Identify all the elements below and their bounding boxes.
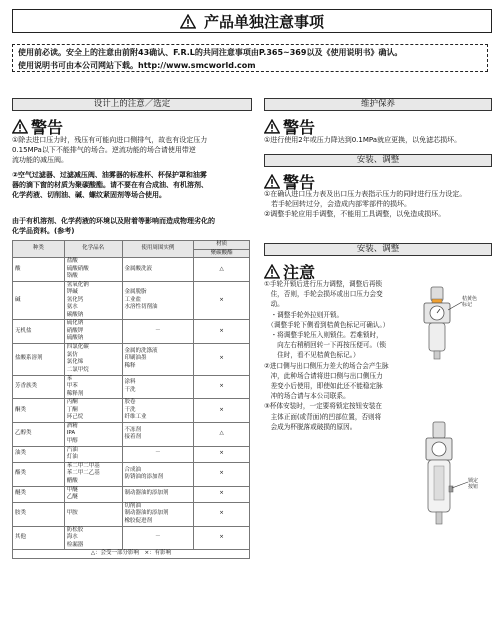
cell-use: 涂料 干洗	[122, 375, 194, 399]
cell-chemical: 苯二甲二甲基 苯二甲二乙基 醋酸	[64, 462, 122, 486]
cell-kind: 其他	[13, 526, 65, 550]
caution-line: 差变小后使用，即使如此还不能稳定脉	[264, 382, 383, 391]
regulator-illustration-2	[420, 420, 460, 530]
cell-mark: ×	[194, 399, 250, 423]
cell-chemical: 苯 甲苯 稀释剂	[64, 375, 122, 399]
cell-use: 胶卷 干洗 纤维工业	[122, 399, 194, 423]
caution-line: 冲，此种场合请将进口侧与出口侧压力	[264, 371, 383, 380]
table-row	[13, 422, 250, 446]
text-line: 由于有机溶剂、化学药液的环境以及附着等影响而造成物理劣化的	[12, 217, 215, 225]
cell-kind: 油类	[13, 446, 65, 462]
text-line: 流功能的减压阀。	[12, 156, 68, 164]
table-row	[13, 399, 250, 423]
cell-kind: 酸	[13, 258, 65, 282]
cell-chemical: 酒精 IPA 甲醇	[64, 422, 122, 446]
design-section-header: 设计上的注意／选定	[12, 98, 252, 111]
col-header-kind: 种类	[13, 241, 65, 258]
notice-line-2: 使用说明书可由本公司网站下载。http://www.smcworld.com	[18, 61, 256, 70]
cell-mark: ×	[194, 375, 250, 399]
cell-mark: △	[194, 422, 250, 446]
regulator-illustration-1	[420, 285, 454, 365]
cell-use: －	[122, 446, 194, 462]
text-line: 器的滴下窗的材质为聚碳酸酯。请不要在有合成油、有机溶剂、	[12, 181, 208, 189]
col-header-polycarbonate: 聚碳酸酯	[194, 249, 250, 258]
orange-mark-label	[462, 296, 477, 308]
caution-line: 冲的场合请与本公司联系。	[264, 392, 350, 401]
table-row	[13, 320, 250, 344]
cell-mark: ×	[194, 281, 250, 320]
warning-icon	[264, 119, 280, 134]
cell-chemical: 甲醚 乙醚	[64, 486, 122, 502]
cell-chemical: 丙酮 丁酮 环己烷	[64, 399, 122, 423]
text-line: 化学药液、切削油、碱、螺纹紧固剂等场合使用。	[12, 191, 166, 199]
text-line: ②调整手轮应用手调整，不能用工具调整，以免造成损坏。	[264, 210, 446, 218]
caution-line: ・调整手轮外拉则开锁。	[264, 310, 344, 319]
install-items	[264, 189, 494, 219]
text-line: ①除去进口压力时，残压有可能向进口侧排气，故也有设定压力	[12, 136, 208, 144]
cell-mark: ×	[194, 486, 250, 502]
caution-line: ③杯体安装时，一定要将锁定按钮安装在	[264, 402, 383, 411]
cell-use: －	[122, 526, 194, 550]
cell-mark: ×	[194, 446, 250, 462]
maintenance-section-header: 维护保养	[264, 98, 492, 111]
callout-line	[448, 300, 464, 312]
cell-use: 不冻剂 接着剂	[122, 422, 194, 446]
page-title: 产品单独注意事项	[203, 12, 324, 31]
design-item-2	[12, 170, 252, 200]
page-title-box	[12, 9, 492, 33]
lock-button-label	[468, 478, 478, 490]
cell-mark: ×	[194, 320, 250, 344]
table-row	[13, 258, 250, 282]
chemical-table-wrap	[12, 240, 250, 559]
table-row	[13, 446, 250, 462]
cell-kind: 醚类	[13, 486, 65, 502]
text-line: ②空气过滤器、过滤减压阀、油雾器的标准杯、杯保护罩和油雾	[12, 171, 207, 179]
adjust-section-header: 安装、调整	[264, 243, 492, 256]
cell-use: 金属的洗涤液 印刷油墨 稀释	[122, 343, 194, 375]
warning-label: 警告	[283, 118, 316, 137]
text-line: 若手轮回转过分，会造成内部零部件的损坏。	[264, 200, 411, 208]
warning-label: 警告	[283, 173, 316, 192]
text-line: 锁定	[468, 478, 479, 484]
cell-kind: 芳香族类	[13, 375, 65, 399]
design-item-1	[12, 135, 252, 165]
cell-mark: ×	[194, 526, 250, 550]
table-row	[13, 462, 250, 486]
cell-chemical: 盐酸 硫酸硝酸 铬酸	[64, 258, 122, 282]
table-row	[13, 502, 250, 526]
cell-chemical: 氢氧化钠 钾碱 氢化钙 氨水 碳酸钠	[64, 281, 122, 320]
text-line: 标记	[462, 302, 473, 308]
table-row	[13, 486, 250, 502]
col-header-material: 材质	[194, 241, 250, 250]
caution-line: 向左右稍稍回转一下再按压便可。（锁	[264, 341, 386, 350]
maintenance-item-1: ①进行使用2年或压力降达到0.1MPa就应更换，以免滤芯损坏。	[264, 136, 462, 144]
table-caption	[12, 216, 252, 236]
cell-use: 制动器油的添加剂	[122, 486, 194, 502]
text-line: 0.15MPa以下不能排气的场合。逆流功能的场合请使用带逆	[12, 146, 196, 154]
caution-line: 动。	[264, 300, 284, 309]
cell-mark: ×	[194, 502, 250, 526]
table-row	[13, 526, 250, 550]
cell-mark: ×	[194, 462, 250, 486]
table-legend: △：会受一部分影响 ×：有影响	[13, 550, 250, 559]
cell-kind: 乙醇类	[13, 422, 65, 446]
cell-chemical: 汽油 灯油	[64, 446, 122, 462]
warning-icon	[180, 14, 196, 29]
caution-line: （调整手轮下侧看到桔黄色标记可确认。）	[264, 320, 390, 329]
notice-line-1: 使用前必读。安全上的注意由前附43确认、F.R.L的共同注意事项由P.365~369以及《使用说明书》确认。	[18, 48, 403, 57]
cell-use: 切削油 制动器油的添加剂 橡胶促进剂	[122, 502, 194, 526]
caution-label: 注意	[283, 263, 316, 282]
cell-mark: △	[194, 258, 250, 282]
warning-icon	[264, 174, 280, 189]
caution-line: 住时，看不见桔黄色标记。）	[264, 351, 360, 360]
cell-kind: 酮类	[13, 399, 65, 423]
cell-use: 合成油 防锈油的添加剂	[122, 462, 194, 486]
text-line: ①在确认进口压力表及出口压力表指示压力的同时进行压力设定。	[264, 190, 467, 198]
caution-text-block	[264, 279, 430, 432]
caution-line: ①手轮开锁后进行压力调整，调整后再锁	[264, 280, 383, 288]
caution-line: 主体正面(或背面)的凹部位置，否则将	[264, 412, 382, 421]
text-line: 化学品资料。(参考)	[12, 227, 75, 235]
notice-box	[12, 44, 488, 72]
cell-chemical: 硫化钠 硝酸钾 硫酸钠	[64, 320, 122, 344]
chemical-table	[12, 240, 250, 559]
caution-line: ②进口侧与出口侧压力差大的场合会产生脉	[264, 361, 389, 370]
table-row	[13, 281, 250, 320]
cell-chemical: 甲胺	[64, 502, 122, 526]
cell-use: 金属脱脂 工业盐 水溶性切削油	[122, 281, 194, 320]
cell-mark: ×	[194, 343, 250, 375]
cell-kind: 无机盐	[13, 320, 65, 344]
col-header-chem: 化学品名	[64, 241, 122, 258]
caution-line: 住，否则，手轮会损坏或出口压力会变	[264, 290, 383, 299]
text-line: 按钮	[468, 484, 479, 490]
text-line: 桔黄色	[462, 296, 478, 302]
caution-line: ・将调整手轮压入则锁住。若难锁时，	[264, 331, 383, 340]
cell-chemical: 四氯化碳 氯仿 氯化烯 二氯甲烷	[64, 343, 122, 375]
caution-icon	[264, 264, 280, 279]
warning-label: 警告	[31, 118, 64, 137]
cell-kind: 碱	[13, 281, 65, 320]
cell-kind: 盐酸系溶剂	[13, 343, 65, 375]
cell-chemical: 防松胶 海水 检漏器	[64, 526, 122, 550]
install-section-header: 安装、调整	[264, 154, 492, 167]
cell-kind: 胺类	[13, 502, 65, 526]
warning-icon	[12, 119, 28, 134]
caution-line: 会成为杯脱落或破损的原因。	[264, 422, 357, 431]
col-header-use: 使用周围实例	[122, 241, 194, 258]
cell-use: －	[122, 320, 194, 344]
cell-use: 金属酸洗液	[122, 258, 194, 282]
table-row	[13, 343, 250, 375]
table-row	[13, 375, 250, 399]
cell-kind: 酯类	[13, 462, 65, 486]
